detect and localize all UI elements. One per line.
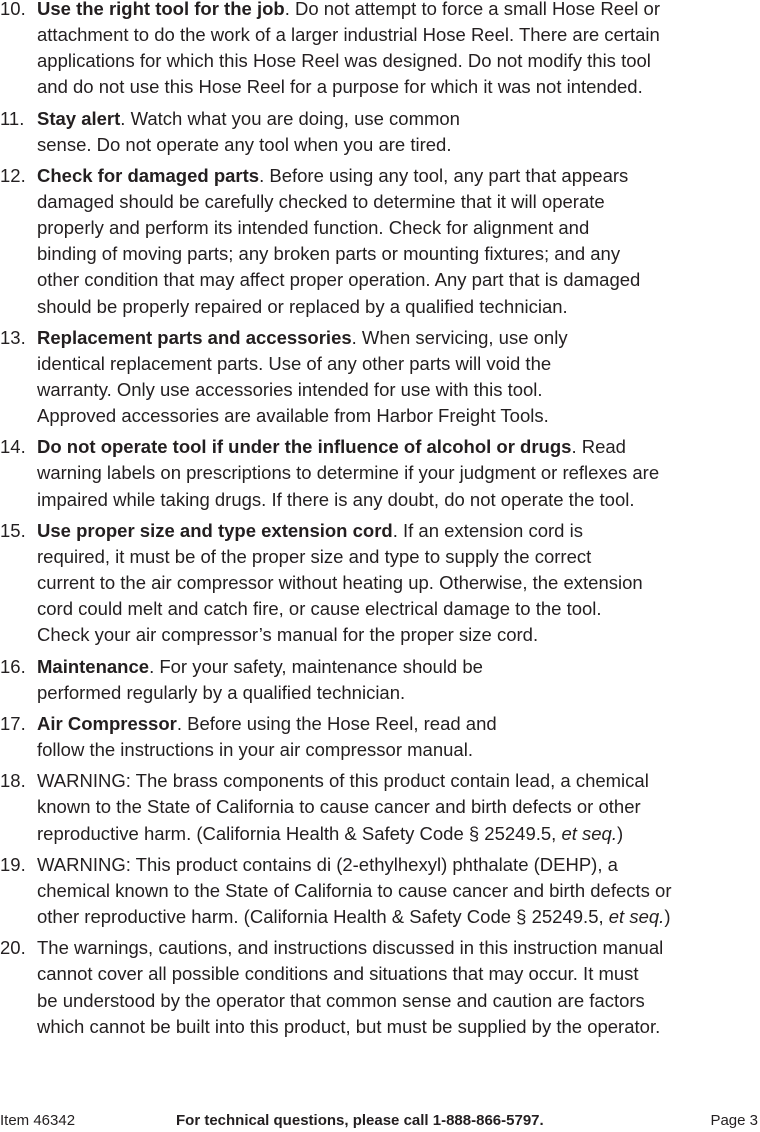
list-item-line bbox=[37, 821, 623, 847]
list-item-text: and do not use this Hose Reel for a purpose for which it was not intended. bbox=[37, 76, 643, 98]
list-item-text: . Watch what you are doing, use common bbox=[120, 107, 460, 129]
list-item bbox=[0, 518, 760, 649]
list-item-line bbox=[37, 737, 473, 763]
list-item-line bbox=[37, 106, 460, 132]
list-item-line bbox=[37, 768, 649, 794]
list-item-heading: Use the right tool for the job bbox=[37, 0, 285, 19]
list-item bbox=[0, 711, 760, 763]
list-item-line bbox=[37, 878, 671, 904]
list-item-text: reproductive harm. (California Health & Safety Code § 25249.5, bbox=[37, 822, 562, 844]
list-item-line bbox=[37, 48, 651, 74]
list-item bbox=[0, 935, 760, 1039]
list-item-line bbox=[37, 596, 602, 622]
list-item-heading: Replacement parts and accessories bbox=[37, 326, 352, 348]
list-item-line bbox=[37, 294, 568, 320]
list-item-heading: Do not operate tool if under the influence of alcohol or drugs bbox=[37, 436, 572, 458]
list-item-line bbox=[37, 132, 451, 158]
list-item-text: . Do not attempt to force a small Hose Reel or bbox=[284, 0, 660, 19]
list-item-line bbox=[37, 680, 405, 706]
list-item-text: . Before using any tool, any part that appears bbox=[259, 165, 629, 186]
list-item-text: WARNING: The brass components of this product contain lead, a chemical bbox=[37, 770, 649, 792]
list-item-line bbox=[37, 377, 543, 403]
list-item-text: applications for which this Hose Reel was designed. Do not modify this tool bbox=[37, 50, 651, 72]
list-item-line bbox=[37, 904, 670, 930]
list-item-line bbox=[37, 622, 538, 648]
list-item-line bbox=[37, 215, 589, 241]
list-item-line bbox=[37, 544, 591, 570]
list-item-text: cord could melt and catch fire, or cause electrical damage to the tool. bbox=[37, 598, 602, 620]
list-item-text: binding of moving parts; any broken parts or mounting fixtures; and any bbox=[37, 243, 621, 265]
list-item-line bbox=[37, 0, 660, 22]
list-item-text: properly and perform its intended function. Check for alignment and bbox=[37, 217, 590, 239]
list-item bbox=[0, 325, 760, 429]
list-item-number: 10. bbox=[0, 0, 26, 19]
list-item-text: follow the instructions in your air compressor manual. bbox=[37, 739, 473, 761]
list-item-text: performed regularly by a qualified technician. bbox=[37, 681, 406, 703]
list-item-text: identical replacement parts. Use of any other parts will void the bbox=[37, 352, 552, 374]
list-item-line bbox=[37, 351, 551, 377]
list-item-line bbox=[37, 1014, 660, 1040]
list-item-line bbox=[37, 22, 660, 48]
list-item-text: Check your air compressor’s manual for the proper size cord. bbox=[37, 624, 539, 646]
list-item-text: . For your safety, maintenance should be bbox=[149, 655, 483, 677]
list-item-italic-text: et seq. bbox=[608, 906, 665, 928]
list-item-line bbox=[37, 267, 640, 293]
list-item-text: current to the air compressor without heating up. Otherwise, the extension bbox=[37, 572, 643, 594]
list-item-text: chemical known to the State of California to cause cancer and birth defects or bbox=[37, 879, 672, 901]
list-item-number: 11. bbox=[0, 107, 25, 129]
list-item-text: other reproductive harm. (California Health & Safety Code § 25249.5, bbox=[37, 906, 609, 928]
list-item-line bbox=[37, 988, 645, 1014]
list-item-text: which cannot be built into this product, but must be supplied by the operator. bbox=[37, 1015, 661, 1037]
list-item-text: cannot cover all possible conditions and situations that may occur. It must bbox=[37, 963, 639, 985]
list-item-line bbox=[37, 518, 583, 544]
list-item-line bbox=[37, 961, 639, 987]
list-item-text: known to the State of California to cause cancer and birth defects or other bbox=[37, 796, 641, 818]
list-item-text: . Read bbox=[571, 436, 626, 458]
list-item-line bbox=[37, 487, 635, 513]
page-footer bbox=[0, 1112, 760, 1132]
list-item-line bbox=[37, 570, 643, 596]
list-item-heading: Use proper size and type extension cord bbox=[37, 519, 393, 541]
list-item-number: 13. bbox=[0, 326, 26, 348]
list-item-heading: Check for damaged parts bbox=[37, 165, 260, 186]
list-item-number: 12. bbox=[0, 165, 26, 186]
list-item-line bbox=[37, 325, 568, 351]
list-item-italic-text: et seq. bbox=[561, 822, 617, 844]
list-item-heading: Stay alert bbox=[37, 107, 121, 129]
list-item-number: 20. bbox=[0, 937, 26, 959]
list-item-text: damaged should be carefully checked to determine that it will operate bbox=[37, 191, 605, 213]
list-item bbox=[0, 768, 760, 846]
list-item-number: 19. bbox=[0, 853, 26, 875]
list-item-text: ) bbox=[617, 822, 624, 844]
list-item-line bbox=[37, 852, 618, 878]
list-item-text: . When servicing, use only bbox=[351, 326, 568, 348]
list-item-number: 16. bbox=[0, 655, 26, 677]
list-item-text: WARNING: This product contains di (2-ethylhexyl) phthalate (DEHP), a bbox=[37, 853, 618, 875]
list-item-text: attachment to do the work of a larger industrial Hose Reel. There are certain bbox=[37, 24, 660, 46]
list-item-line bbox=[37, 434, 626, 460]
list-item-line bbox=[37, 460, 659, 486]
list-item-text: The warnings, cautions, and instructions discussed in this instruction manual bbox=[37, 937, 664, 959]
list-item-text: . If an extension cord is bbox=[392, 519, 583, 541]
list-item-number: 14. bbox=[0, 436, 26, 458]
list-item-line bbox=[37, 163, 628, 189]
list-item-text: impaired while taking drugs. If there is any doubt, do not operate the tool. bbox=[37, 488, 635, 510]
list-item-line bbox=[37, 794, 641, 820]
list-item-line bbox=[37, 711, 497, 737]
list-item-line bbox=[37, 189, 605, 215]
footer-page-number: Page 3 bbox=[710, 1112, 758, 1129]
list-item-text: warranty. Only use accessories intended for use with this tool. bbox=[37, 378, 543, 400]
list-item bbox=[0, 163, 760, 320]
list-item-text: sense. Do not operate any tool when you are tired. bbox=[37, 133, 452, 155]
list-item-text: ) bbox=[664, 906, 671, 928]
list-item bbox=[0, 0, 760, 100]
list-item-line bbox=[37, 654, 483, 680]
list-item-line bbox=[37, 241, 620, 267]
list-item-line bbox=[37, 935, 663, 961]
list-item bbox=[0, 106, 760, 158]
list-item-text: warning labels on prescriptions to determine if your judgment or reflexes are bbox=[37, 462, 660, 484]
list-item bbox=[0, 654, 760, 706]
footer-item-number: Item 46342 bbox=[0, 1112, 76, 1129]
list-item bbox=[0, 434, 760, 512]
list-item-number: 15. bbox=[0, 519, 26, 541]
list-item-text: should be properly repaired or replaced by a qualified technician. bbox=[37, 295, 568, 317]
list-item-number: 17. bbox=[0, 713, 26, 734]
footer-technical-contact: For technical questions, please call 1-888-866-5797. bbox=[176, 1112, 544, 1129]
list-item-text: other condition that may affect proper operation. Any part that is damaged bbox=[37, 269, 641, 291]
list-item-heading: Maintenance bbox=[37, 655, 150, 677]
list-item bbox=[0, 852, 760, 930]
list-item-line bbox=[37, 403, 549, 429]
list-item-number: 18. bbox=[0, 770, 26, 792]
list-item-text: required, it must be of the proper size and type to supply the correct bbox=[37, 545, 592, 567]
list-item-text: Approved accessories are available from Harbor Freight Tools. bbox=[37, 405, 549, 427]
list-item-line bbox=[37, 74, 643, 100]
list-item-text: . Before using the Hose Reel, read and bbox=[176, 713, 497, 734]
list-item-heading: Air Compressor bbox=[37, 713, 177, 734]
list-item-text: be understood by the operator that common sense and caution are factors bbox=[37, 989, 645, 1011]
